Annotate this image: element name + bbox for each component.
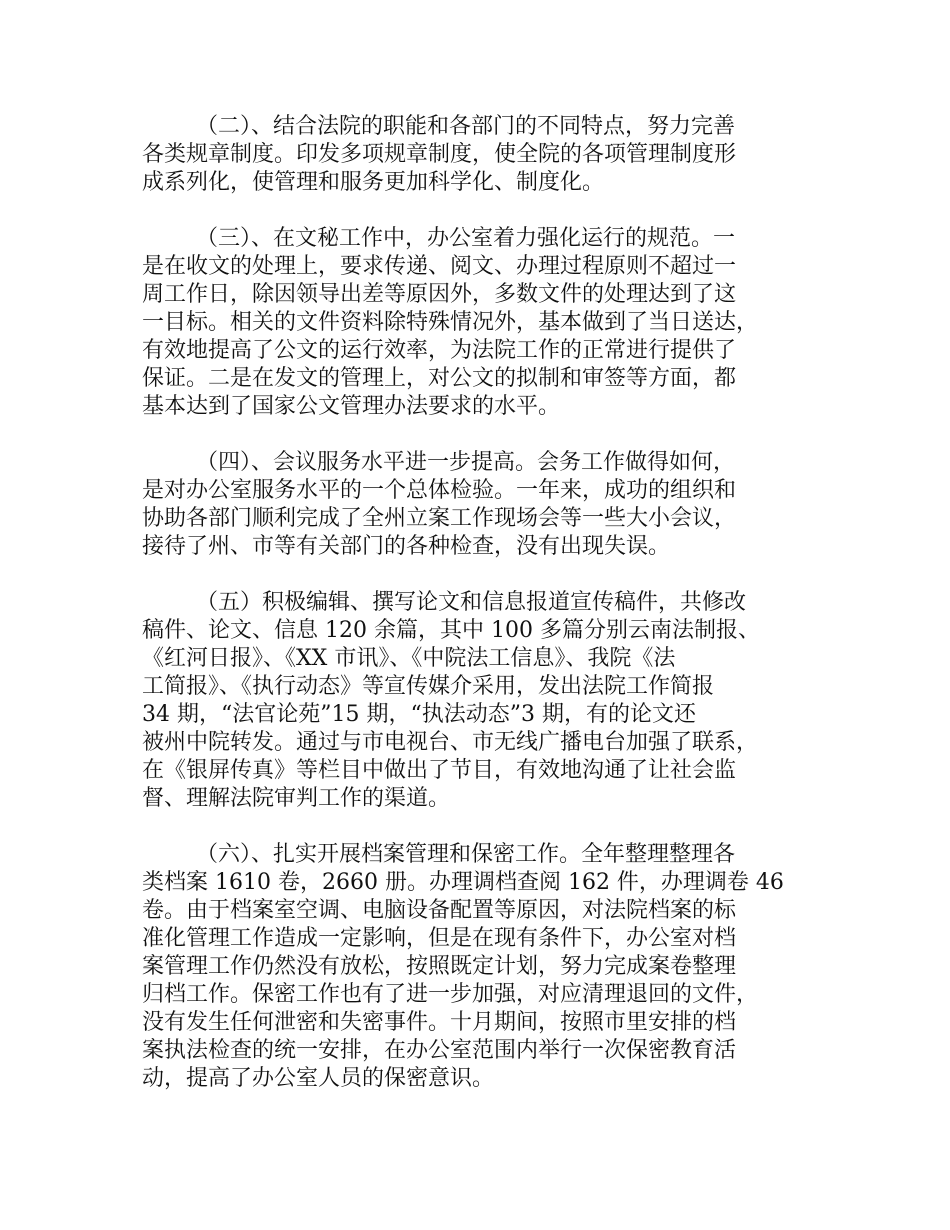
text-line: 案执法检查的统一安排，在办公室范围内举行一次保密教育活 (142, 1038, 737, 1063)
text-line: 周工作日，除因领导出差等原因外，多数文件的处理达到了这 (142, 282, 737, 307)
document-body (142, 113, 832, 1093)
text-line: 案管理工作仍然没有放松，按照既定计划，努力完成案卷整理 (142, 954, 737, 979)
text-line: 归档工作。保密工作也有了进一步加强，对应清理退回的文件， (142, 982, 759, 1007)
text-line: （五）积极编辑、撰写论文和信息报道宣传稿件，共修改 (196, 590, 747, 615)
text-line: 协助各部门顺利完成了全州立案工作现场会等一些大小会议， (142, 506, 737, 531)
text-line: （四）、会议服务水平进一步提高。会务工作做得如何， (196, 450, 736, 475)
paragraph-section-2 (142, 113, 832, 197)
text-line: 工简报》、《执行动态》等宣传媒介采用，发出法院工作简报 (142, 674, 715, 699)
text-line: 被州中院转发。通过与市电视台、市无线广播电台加强了联系， (142, 730, 759, 755)
text-line: 类档案 1610 卷，2660 册。办理调档查阅 162 件，办理调卷 46 (142, 870, 784, 895)
text-line: 有效地提高了公文的运行效率，为法院工作的正常进行提供了 (142, 338, 737, 363)
text-line: 在《银屏传真》等栏目中做出了节目，有效地沟通了让社会监 (142, 758, 737, 783)
text-line: 没有发生任何泄密和失密事件。十月期间，按照市里安排的档 (142, 1010, 737, 1035)
paragraph-section-5 (142, 589, 832, 813)
text-line: 《红河日报》、《XX 市讯》、《中院法工信息》、我院《法 (142, 646, 676, 671)
text-line: 稿件、论文、信息 120 余篇，其中 100 多篇分别云南法制报、 (142, 618, 760, 643)
text-line: 各类规章制度。印发多项规章制度，使全院的各项管理制度形 (142, 142, 737, 167)
paragraph-section-6 (142, 841, 832, 1093)
text-line: 一目标。相关的文件资料除特殊情况外，基本做到了当日送达， (142, 310, 759, 335)
text-line: 动，提高了办公室人员的保密意识。 (142, 1066, 495, 1091)
text-line: 是在收文的处理上，要求传递、阅文、办理过程原则不超过一 (142, 254, 737, 279)
text-line: （二）、结合法院的职能和各部门的不同特点，努力完善 (196, 114, 736, 139)
paragraph-spacer (142, 197, 832, 225)
text-line: 保证。二是在发文的管理上，对公文的拟制和审签等方面，都 (142, 366, 737, 391)
paragraph-spacer (142, 421, 832, 449)
text-line: 基本达到了国家公文管理办法要求的水平。 (142, 394, 561, 419)
text-line: 接待了州、市等有关部门的各种检查，没有出现失误。 (142, 534, 671, 559)
paragraph-spacer (142, 561, 832, 589)
text-line: 卷。由于档案室空调、电脑设备配置等原因，对法院档案的标 (142, 898, 737, 923)
text-line: （三）、在文秘工作中，办公室着力强化运行的规范。一 (196, 226, 736, 251)
text-line: （六）、扎实开展档案管理和保密工作。全年整理整理各 (196, 842, 736, 867)
text-line: 是对办公室服务水平的一个总体检验。一年来，成功的组织和 (142, 478, 737, 503)
paragraph-section-4 (142, 449, 832, 561)
text-line: 准化管理工作造成一定影响，但是在现有条件下，办公室对档 (142, 926, 737, 951)
text-line: 成系列化，使管理和服务更加科学化、制度化。 (142, 170, 605, 195)
paragraph-spacer (142, 813, 832, 841)
text-line: 督、理解法院审判工作的渠道。 (142, 786, 451, 811)
text-line: 34 期，“法官论苑”15 期，“执法动态”3 期，有的论文还 (142, 702, 696, 727)
paragraph-section-3 (142, 225, 832, 421)
